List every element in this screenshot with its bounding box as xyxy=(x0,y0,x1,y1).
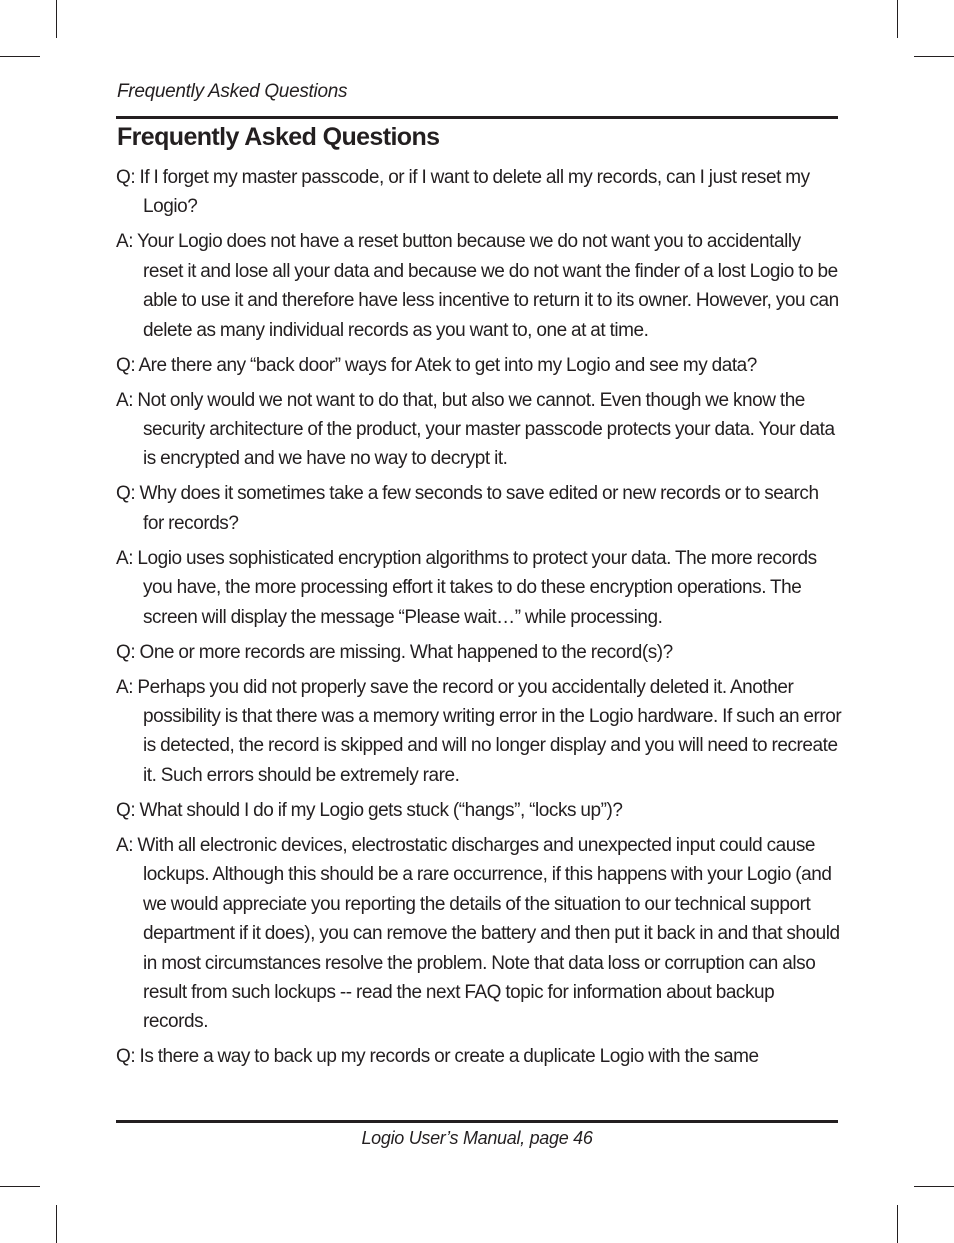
faq-question: Q: Are there any “back door” ways for Atek to get into my Logio and see my data? xyxy=(116,354,757,376)
section-title: Frequently Asked Questions xyxy=(117,123,440,151)
crop-mark xyxy=(56,1205,57,1243)
faq-answer: A: Logio uses sophisticated encryption algorithms to protect your data. The more records you have, the more processing effort it takes to do these encryption operations. The screen will display the message “Please wait…” while processing. xyxy=(116,547,817,628)
faq-answer: A: Perhaps you did not properly save the record or you accidentally deleted it. Another possibility is that there was a memory writing error in the Logio hardware. If such an error is detected, the record is skipped and will no longer display and you will need to recreate it. Such errors should be extremely rare. xyxy=(116,676,842,786)
crop-mark xyxy=(897,0,898,38)
footer-rule xyxy=(116,1120,838,1123)
faq-answer: A: Not only would we not want to do that, but also we cannot. Even though we know the security architecture of the product, your master passcode protects your data. Your data is encrypted and we have no way to decrypt it. xyxy=(116,389,835,470)
crop-mark xyxy=(897,1205,898,1243)
crop-mark xyxy=(0,56,40,57)
header-rule xyxy=(116,116,838,119)
faq-question: Q: Is there a way to back up my records or create a duplicate Logio with the same xyxy=(116,1046,759,1068)
faq-answer: A: Your Logio does not have a reset button because we do not want you to accidentally reset it and lose all your data and because we do not want the finder of a lost Logio to be able to use it and therefore have less incentive to return it to its owner. However, you can delete as many individual records as you want to, one at at time. xyxy=(116,231,839,341)
faq-question: Q: What should I do if my Logio gets stuck (“hangs”, “locks up”)? xyxy=(116,799,623,821)
faq-answer: A: With all electronic devices, electrostatic discharges and unexpected input could cause lockups. Although this should be a rare occurrence, if this happens with your Logio (and we would appreciate you reporting the details of the situation to our technical support department if it does), you can remove the battery and then put it back in and that should in most circumstances resolve the problem. Note that data loss or corruption can also result from such lockups -- read the next FAQ topic for information about backup records. xyxy=(116,834,840,1033)
faq-list xyxy=(116,163,842,1077)
crop-mark xyxy=(914,1186,954,1187)
crop-mark xyxy=(56,0,57,38)
faq-question: Q: If I forget my master passcode, or if I want to delete all my records, can I just reset my Logio? xyxy=(116,167,810,218)
crop-mark xyxy=(0,1186,40,1187)
faq-question: Q: Why does it sometimes take a few seconds to save edited or new records or to search for records? xyxy=(116,483,819,534)
faq-question: Q: One or more records are missing. What happened to the record(s)? xyxy=(116,641,673,663)
crop-mark xyxy=(914,56,954,57)
running-header: Frequently Asked Questions xyxy=(117,81,348,102)
page-footer: Logio User’s Manual, page 46 xyxy=(361,1128,593,1148)
